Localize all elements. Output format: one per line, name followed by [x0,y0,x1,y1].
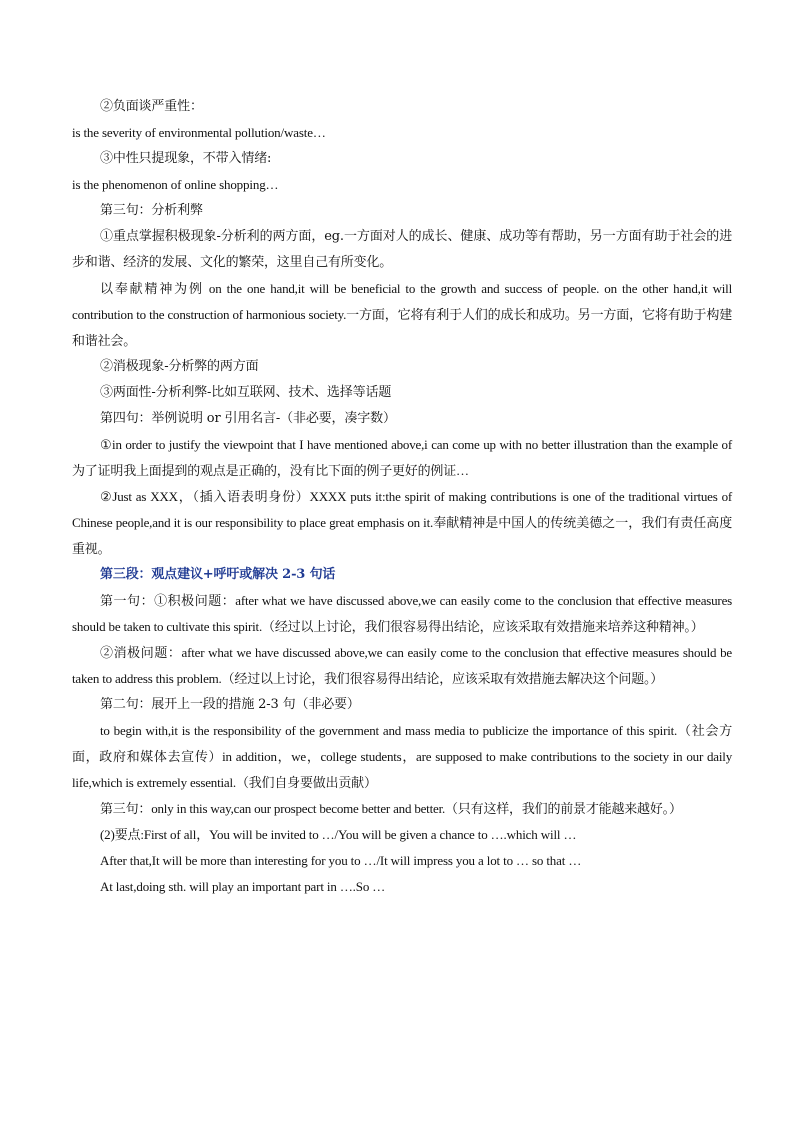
text-line: ②负面谈严重性： [100,99,203,114]
text-line: ③两面性-分析利弊-比如互联网、技术、选择等话题 [100,385,392,400]
text-line: ②消极现象-分析弊的两方面 [100,359,259,374]
paragraph: 第一句：①积极问题：after what we have discussed above,we can easily come to the conclusion that effective measures should be taken to cultivate this spirit.（经过以上讨论，我们很容易得出结论，应该采取有效措施来培养这种精神。） [72,593,732,634]
section-heading: 第三段：观点建议+呼吁或解决 2-3 句话 [100,567,336,582]
paragraph: ②消极问题：after what we have discussed above,we can easily come to the conclusion that effective measures should be taken to address this problem.（经过以上讨论，我们很容易得出结论，应该采取有效措施去解决这个问题。） [72,645,732,686]
paragraph: to begin with,it is the responsibility of the government and mass media to publicize the importance of this spirit.（社会方面，政府和媒体去宣传）in addition，we，college students，are supposed to make contributions to the society in our daily life,which is extremely essential.（我们自身要做出贡献） [72,723,732,790]
text-line: is the phenomenon of online shopping… [72,177,279,192]
text-line: 第二句：展开上一段的措施 2-3 句（非必要） [100,697,360,712]
paragraph: 第三句：only in this way,can our prospect become better and better.（只有这样，我们的前景才能越来越好。） [100,801,682,816]
text-line: After that,It will be more than interesting for you to …/It will impress you a lot to … so that … [100,853,582,868]
text-line: At last,doing sth. will play an important part in ….So … [100,879,386,894]
paragraph: 以奉献精神为例 on the one hand,it will be beneficial to the growth and success of people. on the other hand,it will contribution to the construction of harmonious society.一方面，它将有利于人们的成长和成功。另一方面，它将有助于构建和谐社会。 [72,281,732,348]
text-line: (2)要点:First of all，You will be invited to …/You will be given a chance to ….which will … [100,827,577,842]
text-line: 第三句：分析利弊 [100,203,203,218]
document-page [72,94,732,900]
paragraph: ②Just as XXX，（插入语表明身份）XXXX puts it:the spirit of making contributions is one of the traditional virtues of Chinese people,and it is our responsibility to place great emphasis on it.奉献精神是中国人的传统美德之一，我们有责任高度重视。 [72,489,732,556]
text-line: ③中性只提现象，不带入情绪: [100,151,272,166]
text-line: is the severity of environmental pollution/waste… [72,125,326,140]
text-line: 第四句：举例说明 or 引用名言-（非必要，凑字数） [100,411,396,426]
paragraph: ①重点掌握积极现象-分析利的两方面，eg.一方面对人的成长、健康、成功等有帮助，另一方面有助于社会的进步和谐、经济的发展、文化的繁荣，这里自己有所变化。 [72,229,732,270]
paragraph: ①in order to justify the viewpoint that I have mentioned above,i can come up with no better illustration than the example of 为了证明我上面提到的观点是正确的，没有比下面的例子更好的例证… [72,437,732,478]
